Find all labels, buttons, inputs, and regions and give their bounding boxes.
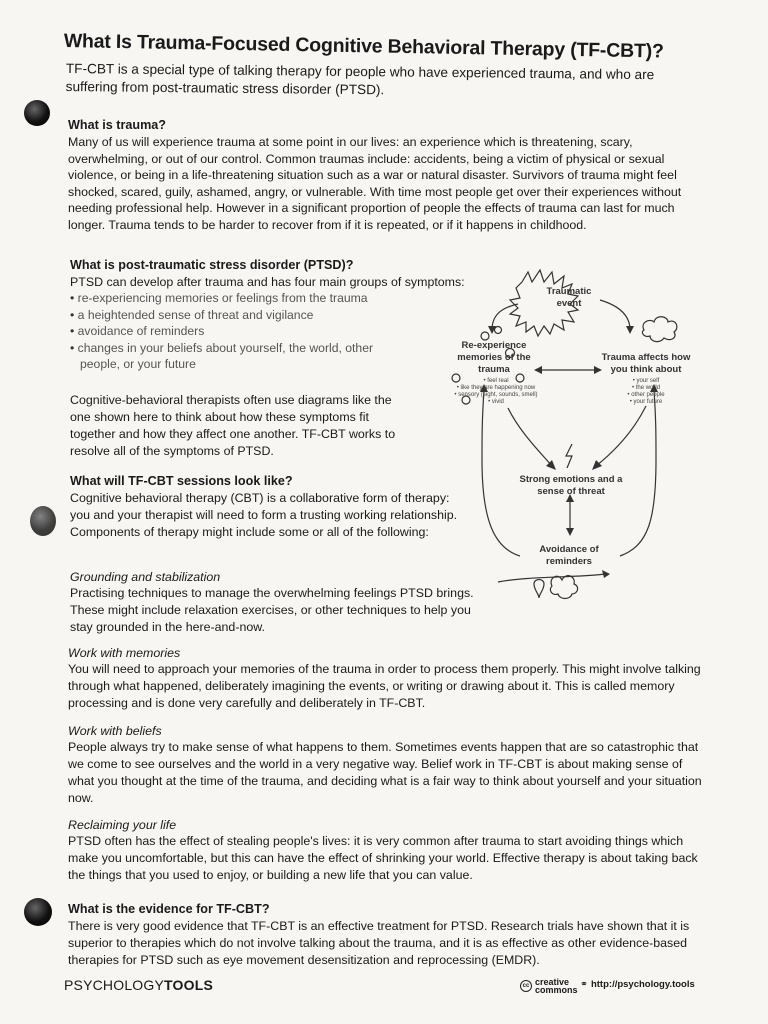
evidence-body: There is very good evidence that TF-CBT is an effective treatment for PTSD. Research trials have shown that it is superior to therapies which do not involve talking about the trauma, and it is as effective as other evidence-based therapies for PTSD such as eye movement desensitization and reprocessing (EMDR). <box>68 919 690 967</box>
psychology-tools-logo: PSYCHOLOGYTOOLS <box>64 977 213 993</box>
thought-cloud-icon <box>642 317 676 342</box>
symptom-item: • a heightended sense of threat and vigilance <box>70 307 390 324</box>
component-body-beliefs: People always try to make sense of what happens to them. Sometimes events happen that are so catastrophic that we come to see ourselves and the world in a very negative way. Belief work in TF-CBT is about making sense of what you thought at the time of the trauma, and deciding what is a fair way to think about yourself and your situation now. <box>68 740 702 805</box>
diagram-explanation: Cognitive-behavioral therapists often use diagrams like the one shown here to think about how these symptoms fit together and how they affect one another. TF-CBT works to resolve all of the symptoms of PTSD. <box>70 393 396 458</box>
hole-punch-middle <box>30 506 56 536</box>
cc-icon: cc <box>520 980 532 992</box>
arrow-event-to-beliefs <box>600 300 630 330</box>
arrow-avoidance-to-reexperience <box>482 390 520 556</box>
component-body-reclaiming: PTSD often has the effect of stealing people's lives: it is very common after trauma to start avoiding things which make you uncomfortable, but this can have the effect of shrinking your world. Effective therapy is about taking back the things that you used to enjoy, or building a new life that you can value. <box>68 834 698 882</box>
sessions-heading: What will TF-CBT sessions look like? <box>70 474 293 488</box>
component-body-grounding: Practising techniques to manage the overwhelming feelings PTSD brings. These might include relaxation exercises, or other techniques to help you stay grounded in the here-and-now. <box>70 586 474 634</box>
lightning-icon <box>566 444 572 468</box>
component-title-grounding: Grounding and stabilization <box>70 570 221 584</box>
symptom-item: • avoidance of reminders <box>70 323 390 340</box>
evidence-heading: What is the evidence for TF-CBT? <box>68 902 270 916</box>
sessions-body: Cognitive behavioral therapy (CBT) is a collaborative form of therapy: you and your therapist will need to form a trusting working relationship. Components of therapy might include some or all of the following: <box>70 491 458 539</box>
ptsd-cycle-diagram <box>420 260 720 620</box>
beliefs-notes: • your self • the world • other people • your future <box>627 378 665 405</box>
trauma-body: Many of us will experience trauma at some point in our lives: an experience which is threatening, scary, overwhelming, or out of our control. Common traumas include: accidents, being a victim of physical or sexual violence, or being in a life-threatening situation such as a war or natural disaster. Survivors of trauma might feel shocked, scared, guily, ashamed, angry, or vulnerable. With time most people get over their experiences without needing professional help. However in a significant proportion of people the effects of trauma can last for much longer. Trauma tends to be harder to recover from if it is repeated, or if it happens in childhood. <box>68 135 682 232</box>
globe-icon: ⚭ <box>580 979 588 990</box>
symptom-item: • re-experiencing memories or feelings from the trauma <box>70 290 390 307</box>
reexperience-notes: • feel real • like they are happening now • sensory (sight, sounds, smell) • vivid <box>454 378 538 405</box>
symptom-item: • changes in your beliefs about yourself, the world, other people, or your future <box>70 340 390 373</box>
component-body-memories: You will need to approach your memories of the trauma in order to process them properly. This might involve talking through what happened, deliberately imagining the events, or writing or drawing about it. This is called memory processing and is done very carefully and deliberately in TF-CBT. <box>68 662 701 710</box>
arrow-reexperience-to-threat <box>508 408 552 466</box>
footer-url[interactable]: ⚭ http://psychology.tools <box>580 979 695 990</box>
intro-text: TF-CBT is a special type of talking therapy for people who have experienced trauma, and who are suffering from post-traumatic stress disorder (PTSD). <box>65 60 655 98</box>
diagram-node-reexperience: Re-experience memories of the trauma <box>457 340 531 375</box>
symptom-list <box>70 290 390 373</box>
hole-punch-top <box>24 100 50 126</box>
ptsd-lead: PTSD can develop after trauma and has four main groups of symptoms: <box>70 275 465 289</box>
page-title: What Is Trauma-Focused Cognitive Behavioral Therapy (TF-CBT)? <box>63 30 664 63</box>
diagram-node-beliefs: Trauma affects how you think about <box>601 352 691 375</box>
trauma-heading: What is trauma? <box>68 118 166 132</box>
diagram-node-avoidance: Avoidance of reminders <box>539 544 599 567</box>
diagram-node-threat: Strong emotions and a sense of threat <box>519 474 623 497</box>
diagram-node-traumatic-event: Traumatic event <box>546 286 592 309</box>
component-title-memories: Work with memories <box>68 646 181 660</box>
ptsd-heading: What is post-traumatic stress disorder (PTSD)? <box>70 258 354 272</box>
arrow-beliefs-to-threat <box>596 406 646 466</box>
component-title-beliefs: Work with beliefs <box>68 724 162 738</box>
hole-punch-bottom <box>24 898 52 926</box>
component-title-reclaiming: Reclaiming your life <box>68 818 177 832</box>
creative-commons-badge: cc creative commons <box>520 978 578 994</box>
arrow-avoidance-to-beliefs <box>620 390 656 556</box>
